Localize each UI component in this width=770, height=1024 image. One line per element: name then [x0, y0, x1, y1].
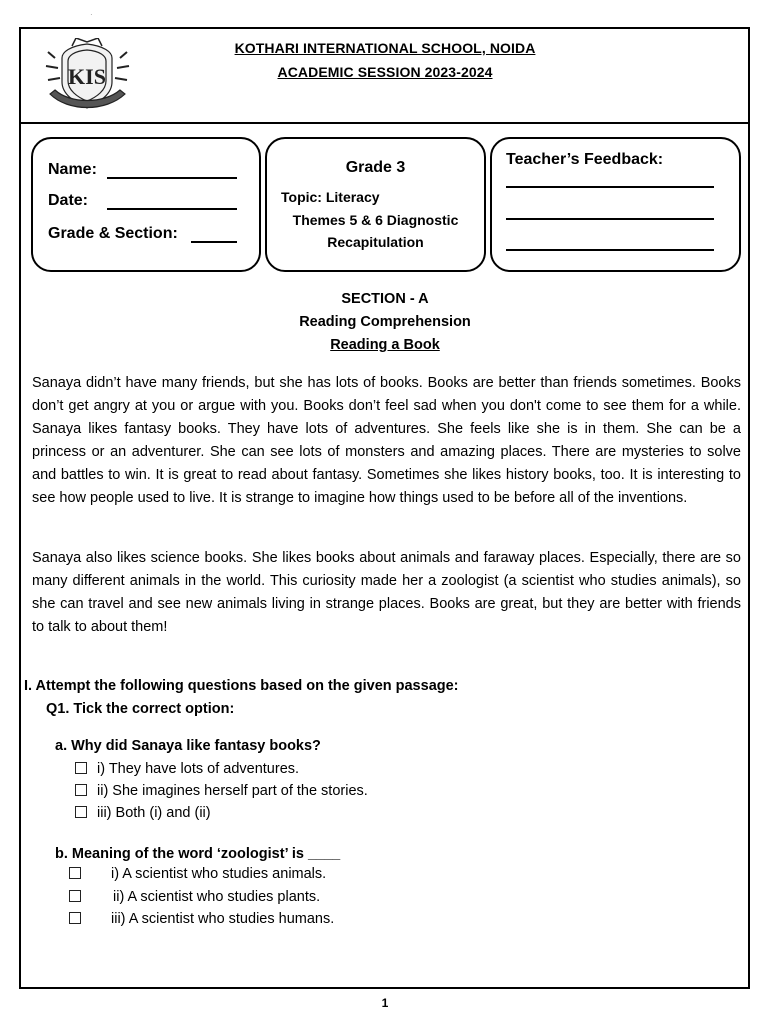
grade-section-field[interactable]: [191, 241, 237, 243]
topic-box: [265, 137, 486, 272]
passage-paragraph-2: Sanaya also likes science books. She likes books about animals and faraway places. Especially, there are so many different animals in the world. This curiosity made her a zoologist (a scientist who studies animals), so she can travel and see new animals living in strange places. Books are great, but they are better with friends to talk to about them!: [32, 550, 741, 635]
option-a-3[interactable]: iii) Both (i) and (ii): [75, 805, 211, 821]
topic-label: Topic: Literacy: [281, 189, 380, 205]
grade-section-label: Grade & Section:: [48, 225, 178, 242]
option-b-3[interactable]: iii) A scientist who studies humans.: [69, 911, 334, 927]
checkbox-icon[interactable]: [75, 762, 87, 774]
option-a-1[interactable]: i) They have lots of adventures.: [75, 761, 299, 777]
option-b-1[interactable]: i) A scientist who studies animals.: [69, 866, 326, 882]
date-label: Date:: [48, 192, 89, 209]
svg-text:KIS: KIS: [68, 64, 106, 89]
checkbox-icon[interactable]: [75, 784, 87, 796]
name-field[interactable]: [107, 177, 237, 179]
student-info-box: [31, 137, 261, 272]
checkbox-icon[interactable]: [69, 867, 81, 879]
passage-title: Reading a Book: [330, 337, 440, 353]
feedback-line-3[interactable]: [506, 249, 714, 251]
feedback-line-2[interactable]: [506, 218, 714, 220]
feedback-title: Teacher’s Feedback:: [506, 151, 664, 168]
header-divider: [19, 122, 750, 124]
section-title: SECTION - A: [341, 291, 429, 307]
question-b: b. Meaning of the word ‘zoologist’ is ____: [55, 846, 341, 862]
feedback-line-1[interactable]: [506, 186, 714, 188]
date-field[interactable]: [107, 208, 237, 210]
themes-label: Themes 5 & 6 Diagnostic: [292, 212, 459, 228]
section-subtitle: Reading Comprehension: [299, 314, 471, 330]
checkbox-icon[interactable]: [69, 912, 81, 924]
grade-label: Grade 3: [345, 159, 406, 176]
q1-title: Q1. Tick the correct option:: [46, 701, 235, 717]
checkbox-icon[interactable]: [69, 890, 81, 902]
scan-mark: ·: [90, 10, 93, 19]
teacher-feedback-box: [490, 137, 741, 272]
passage-paragraph-1: Sanaya didn’t have many friends, but she has lots of books. Books are better than friends sometimes. Books don’t get angry at you or argue with you. Books don’t feel sad when you don't come to see them for a while. Sanaya likes fantasy books. They have lots of adventures. She feels like she is in them. She can be a princess or an adventurer. She can see lots of monsters and amazing places. There are mysteries to solve and battles to win. It is great to read about fantasy. Sometimes she likes history books, too. It is interesting to see how people used to live. It is strange to imagine how things used to be before all of the inventions.: [32, 375, 741, 506]
option-a-2[interactable]: ii) She imagines herself part of the stories.: [75, 783, 368, 799]
questions-instruction: I. Attempt the following questions based on the given passage:: [24, 678, 459, 694]
question-a: a. Why did Sanaya like fantasy books?: [55, 738, 321, 754]
school-logo-icon: [40, 38, 135, 114]
name-label: Name:: [48, 161, 97, 178]
school-name: KOTHARI INTERNATIONAL SCHOOL, NOIDA: [234, 40, 536, 56]
checkbox-icon[interactable]: [75, 806, 87, 818]
option-b-2[interactable]: ii) A scientist who studies plants.: [69, 889, 320, 905]
academic-session: ACADEMIC SESSION 2023-2024: [277, 64, 493, 80]
recap-label: Recapitulation: [327, 234, 424, 250]
page-number: 1: [381, 996, 389, 1010]
